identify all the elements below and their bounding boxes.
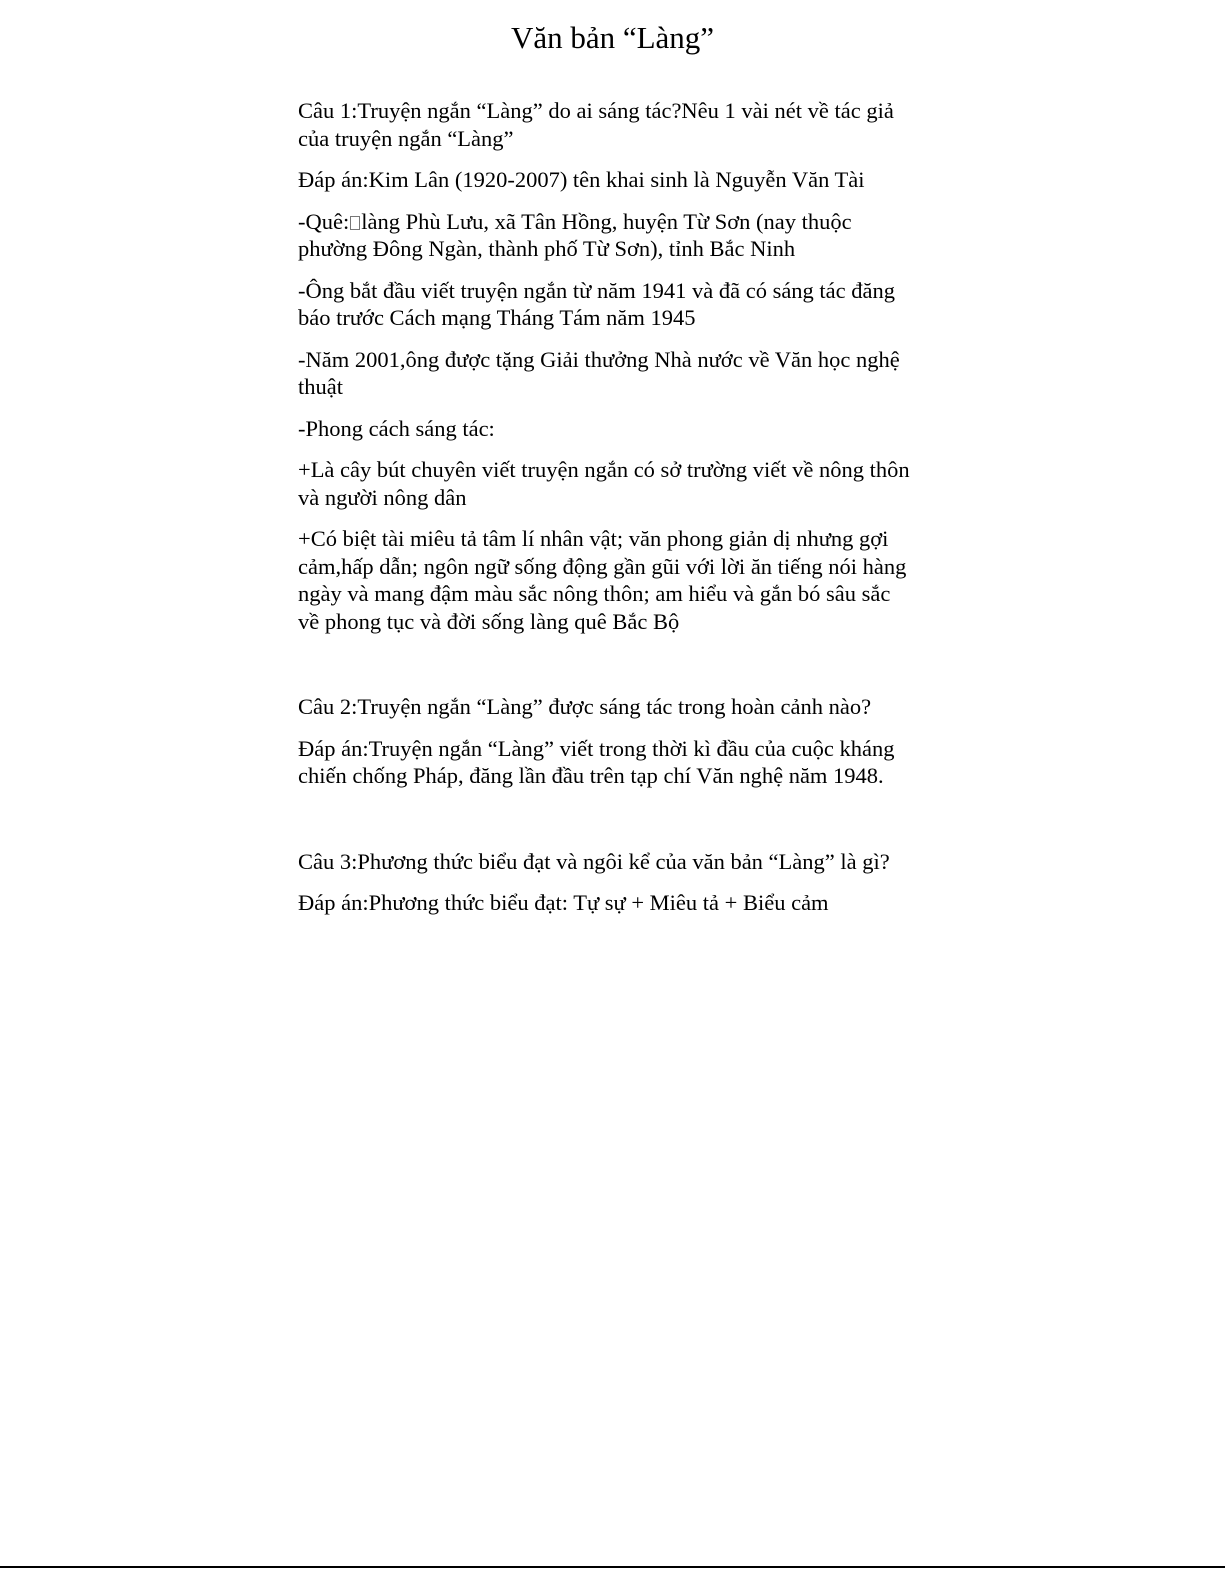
- answer-1-hometown: [298, 208, 913, 263]
- section-spacer: [298, 649, 913, 693]
- question-2: Câu 2:Truyện ngắn “Làng” được sáng tác trong hoàn cảnh nào?: [298, 694, 872, 719]
- page-bottom-border: [0, 1566, 1225, 1568]
- answer-2: Đáp án:Truyện ngắn “Làng” viết trong thời kì đầu của cuộc kháng chiến chống Pháp, đăng lần đầu trên tạp chí Văn nghệ năm 1948.: [298, 735, 895, 788]
- section-spacer: [298, 804, 913, 848]
- answer-1-author: Đáp án:Kim Lân (1920-2007) tên khai sinh là Nguyễn Văn Tài: [298, 167, 865, 192]
- answer-3: Đáp án:Phương thức biểu đạt: Tự sự + Miêu tả + Biểu cảm: [298, 890, 829, 915]
- answer-1-style-point-2: +Có biệt tài miêu tả tâm lí nhân vật; văn phong giản dị nhưng gợi cảm,hấp dẫn; ngôn ngữ sống động gần gũi với lời ăn tiếng nói hàng ngày và mang đậm màu sắc nông thôn; am hiểu và gắn bó sâu sắc về phong tục và đời sống làng quê Bắc Bộ: [298, 526, 907, 634]
- answer-1-award: -Năm 2001,ông được tặng Giải thưởng Nhà nước về Văn học nghệ thuật: [298, 346, 900, 399]
- missing-glyph-icon: [350, 216, 360, 230]
- hometown-label: -Quê:: [298, 208, 350, 234]
- answer-1-style-point-1: +Là cây bút chuyên viết truyện ngắn có sở trường viết về nông thôn và người nông dân: [298, 457, 910, 510]
- question-1: Câu 1:Truyện ngắn “Làng” do ai sáng tác?Nêu 1 vài nét về tác giả của truyện ngắn “Làng”: [298, 98, 894, 151]
- question-3: Câu 3:Phương thức biểu đạt và ngôi kể của văn bản “Làng” là gì?: [298, 848, 890, 874]
- answer-1-career: -Ông bắt đầu viết truyện ngắn từ năm 1941 và đã có sáng tác đăng báo trước Cách mạng Tháng Tám năm 1945: [298, 277, 896, 330]
- answer-1-style-heading: -Phong cách sáng tác:: [298, 415, 495, 441]
- hometown-text: làng Phù Lưu, xã Tân Hồng, huyện Từ Sơn (nay thuộc phường Đông Ngàn, thành phố Từ Sơn), tỉnh Bắc Ninh: [298, 208, 852, 261]
- document-title: Văn bản “Làng”: [510, 20, 715, 55]
- document-body: [298, 97, 913, 931]
